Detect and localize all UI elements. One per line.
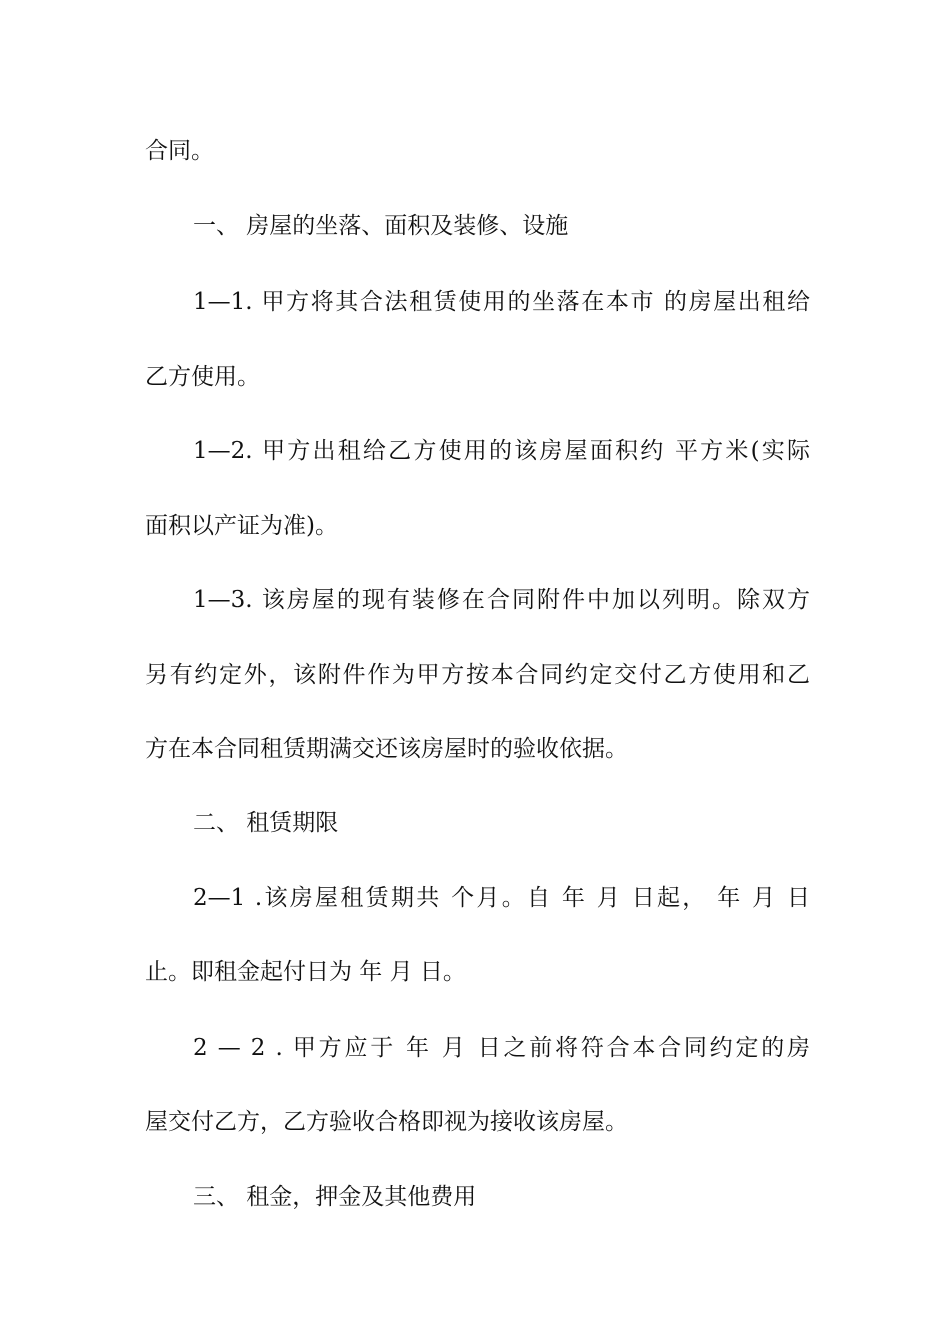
- clause-1-3-line-1: 1—3. 该房屋的现有装修在合同附件中加以列明。除双方: [193, 587, 810, 613]
- section-heading-1: 一、 房屋的坐落、面积及装修、设施: [193, 213, 569, 239]
- clause-2-1-line-2: 止。即租金起付日为 年 月 日。: [145, 959, 466, 985]
- section-heading-3: 三、 租金，押金及其他费用: [193, 1184, 477, 1210]
- text-line-1: 合同。: [145, 138, 214, 164]
- clause-1-3-line-2: 另有约定外，该附件作为甲方按本合同约定交付乙方使用和乙: [145, 662, 810, 688]
- clause-1-1-line-2: 乙方使用。: [145, 364, 260, 390]
- clause-1-2-line-2: 面积以产证为准)。: [145, 513, 338, 539]
- clause-2-2-line-1: 2 — 2 . 甲方应于 年 月 日之前将符合本合同约定的房: [193, 1035, 810, 1061]
- clause-2-2-line-2: 屋交付乙方，乙方验收合格即视为接收该房屋。: [145, 1109, 628, 1135]
- clause-2-1-line-1: 2—1 .该房屋租赁期共 个月。自 年 月 日起， 年 月 日: [193, 885, 810, 911]
- clause-1-2-line-1: 1—2. 甲方出租给乙方使用的该房屋面积约 平方米(实际: [193, 438, 810, 464]
- clause-1-3-line-3: 方在本合同租赁期满交还该房屋时的验收依据。: [145, 736, 628, 762]
- clause-1-1-line-1: 1—1. 甲方将其合法租赁使用的坐落在本市 的房屋出租给: [193, 289, 810, 315]
- section-heading-2: 二、 租赁期限: [193, 810, 339, 836]
